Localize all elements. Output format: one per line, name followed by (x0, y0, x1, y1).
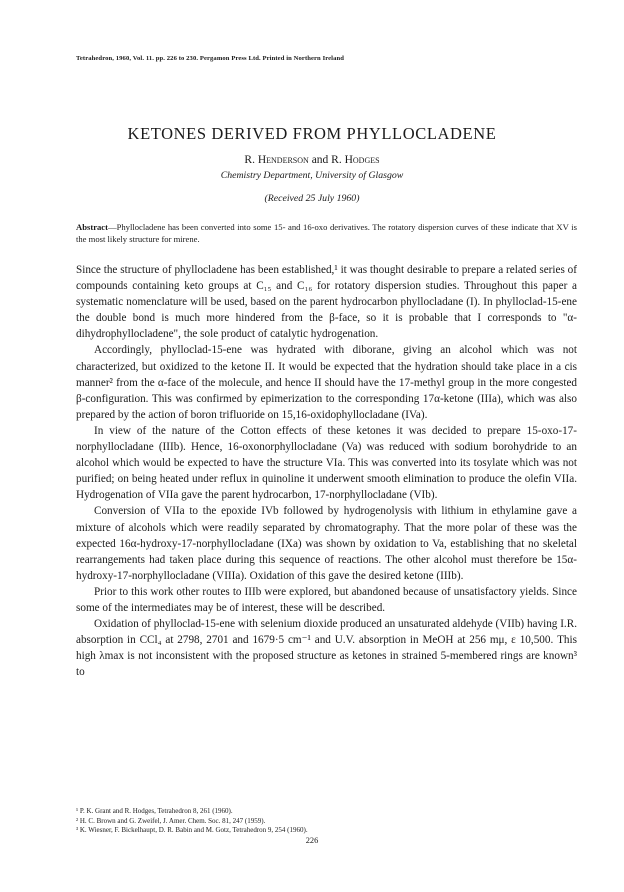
running-header: Tetrahedron, 1960, Vol. 11. pp. 226 to 230. Pergamon Press Ltd. Printed in Northern Ireland (76, 55, 345, 62)
footnote: ¹ P. K. Grant and R. Hodges, Tetrahedron 8, 261 (1960). (76, 807, 233, 815)
paragraph: Oxidation of phylloclad-15-ene with selenium dioxide produced an unsaturated aldehyde (VIIb) having I.R. absorption in CCl₄ at 2798, 2701 and 1679·5 cm⁻¹ and U.V. absorption in MeOH at 256 mμ, ε 10,500. This high λmax is not inconsistent with the proposed structure as ketones in strained 5-membered rings are known³ to (76, 618, 577, 679)
affiliation: Chemistry Department, University of Glasgow (220, 170, 404, 181)
footnotes (76, 807, 577, 836)
received-date: (Received 25 July 1960) (264, 193, 360, 204)
footnote: ³ K. Wiesner, F. Bickelhaupt, D. R. Babin and M. Gotz, Tetrahedron 9, 254 (1960). (76, 826, 308, 835)
author-hodges: R. Hodges (331, 154, 380, 166)
page-number: 226 (305, 836, 319, 845)
paragraph: Conversion of VIIa to the epoxide IVb followed by hydrogenolysis with lithium in ethylamine gave a mixture of alcohols which were readily separated by chromatography. That the more polar of these was the expected 16α-hydroxy-17-norphyllocladane (IXa) was shown by oxidation to Va, establishing that no skeletal rearrangements had taken place during this sequence of reactions. The other alcohol must therefore be 15α-hydroxy-17-norphyllocladane (VIIIa). Oxidation of this gave the desired ketone (IIIb). (76, 505, 577, 582)
paragraph: Since the structure of phyllocladene has been established,¹ it was thought desirable to prepare a related series of compounds containing keto groups at C₁₅ and C₁₆ for rotatory dispersion studies. Throughout this paper a systematic nomenclature will be used, based on the parent hydrocarbon phyllocladane (I). In phylloclad-15-ene the double bond is much more hindered from the β-face, so it is probable that I corresponds to "α-dihydrophyllocladene", the sole product of catalytic hydrogenation. (76, 264, 577, 341)
paragraph: In view of the nature of the Cotton effects of these ketones it was decided to prepare 15-oxo-17-norphyllocladane (IIIb). Hence, 16-oxonorphyllocladane (Va) was reduced with sodium borohydride to an alcohol which would be expected to have the structure VIa. This was converted into its tosylate which was not purified; on being heated under reflux in quinoline it underwent smooth elimination to produce the olefin VIIa. Hydrogenation of VIIa gave the parent hydrocarbon, 17-norphyllocladane (VIb). (76, 424, 577, 502)
article-title: KETONES DERIVED FROM PHYLLOCLADENE (127, 124, 497, 143)
author-conjunction: and (311, 154, 329, 166)
author-henderson: R. Henderson (244, 154, 309, 166)
abstract-label: Abstract (76, 222, 108, 232)
paragraph: Accordingly, phylloclad-15-ene was hydrated with diborane, giving an alcohol which was not characterized, but oxidized to the ketone II. It would be expected that the hydration should take place in a cis manner² from the α-face of the molecule, and hence II should have the 17-methyl group in the more congested β-configuration. This was confirmed by epimerization to the corresponding 17α-ketone (IIIa), which was also prepared by the action of boron trifluoride on 15,16-oxidophyllocladane (IVa). (76, 344, 577, 421)
author-line (0, 154, 624, 166)
abstract (76, 221, 577, 245)
body-text (76, 262, 577, 680)
footnote: ² H. C. Brown and G. Zweifel, J. Amer. Chem. Soc. 81, 247 (1959). (76, 816, 266, 825)
paragraph: Prior to this work other routes to IIIb were explored, but abandoned because of unsatisfactory yields. Since some of the intermediates may be of interest, these will be described. (76, 585, 577, 614)
abstract-text: —Phyllocladene has been converted into some 15- and 16-oxo derivatives. The rotatory dispersion curves of these indicate that XV is the most likely structure for mirene. (76, 222, 577, 244)
